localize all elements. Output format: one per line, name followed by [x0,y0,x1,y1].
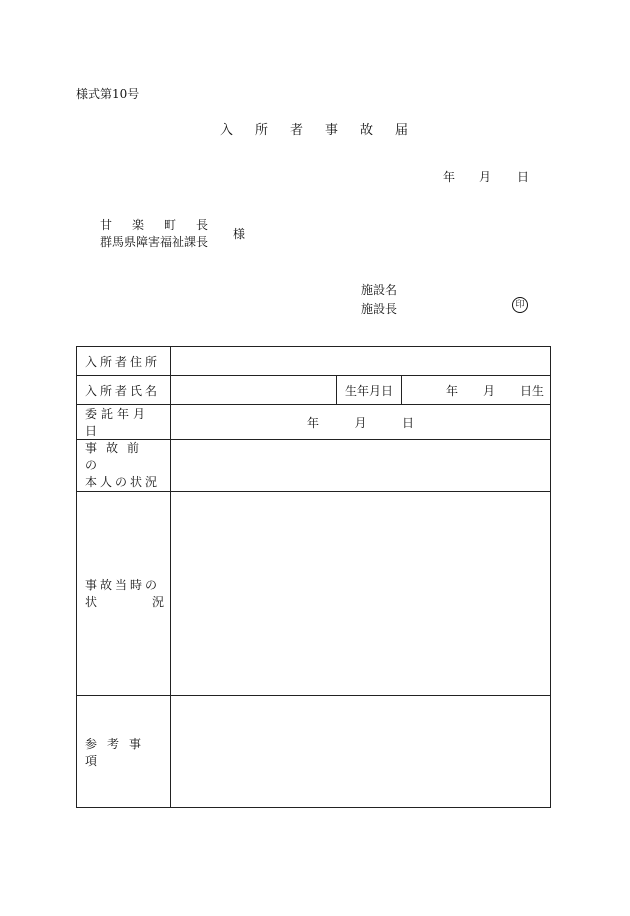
address-field[interactable] [171,347,551,376]
seal-mark: 印 [512,297,528,313]
form-number: 様式第10号 [76,87,140,101]
document-title: 入所者事故届 [220,123,431,138]
addressee-line-2: 群馬県障害福祉課長 [100,235,209,249]
row-commission [77,405,551,440]
birth-label: 生年月日 [344,383,393,398]
commission-day-label: 日 [402,415,415,430]
date-day-label: 日 [517,170,530,184]
situation-field[interactable] [171,492,551,696]
name-field[interactable] [171,376,337,405]
birth-month-label: 月 [483,383,496,398]
commission-month-label: 月 [354,415,367,430]
name-label: 入所者氏名 [85,383,161,398]
row-name [77,376,551,405]
prior-label-line-2: 本人の状況 [85,475,161,489]
birth-day-label: 日生 [520,383,545,398]
prior-label-line-1: 事故前の [85,441,149,472]
facility-head-label: 施設長 [361,302,398,316]
birth-year-label: 年 [446,383,459,398]
commission-year-label: 年 [307,415,320,430]
facility-name-label: 施設名 [361,283,398,297]
addressee-line-1: 甘楽町長 [100,218,229,232]
prior-condition-field[interactable] [171,440,551,492]
address-label-cell [77,347,171,376]
notes-field[interactable] [171,696,551,808]
row-notes [77,696,551,808]
commission-label-cell [77,405,171,440]
row-situation [77,492,551,696]
commission-label: 委託年月日 [85,407,150,438]
situation-label-cell [77,492,171,696]
prior-label-cell [77,440,171,492]
date-month-label: 月 [479,170,492,184]
submission-date [443,168,529,185]
row-address [77,347,551,376]
name-label-cell [77,376,171,405]
row-prior-condition [77,440,551,492]
report-form-table [76,346,551,808]
date-year-label: 年 [443,170,456,184]
addressee-honorific: 様 [233,227,246,241]
address-label: 入所者住所 [85,354,161,369]
situation-label-line-1: 事故当時の [85,577,161,592]
birth-date-field[interactable] [402,376,551,405]
situation-label-char-1: 状 [85,594,98,609]
situation-label-line-2 [85,594,164,611]
situation-label-char-2: 況 [151,594,164,609]
commission-date-field[interactable] [171,405,551,440]
notes-label-cell [77,696,171,808]
birth-label-cell [337,376,402,405]
notes-label: 参考事項 [85,736,152,768]
